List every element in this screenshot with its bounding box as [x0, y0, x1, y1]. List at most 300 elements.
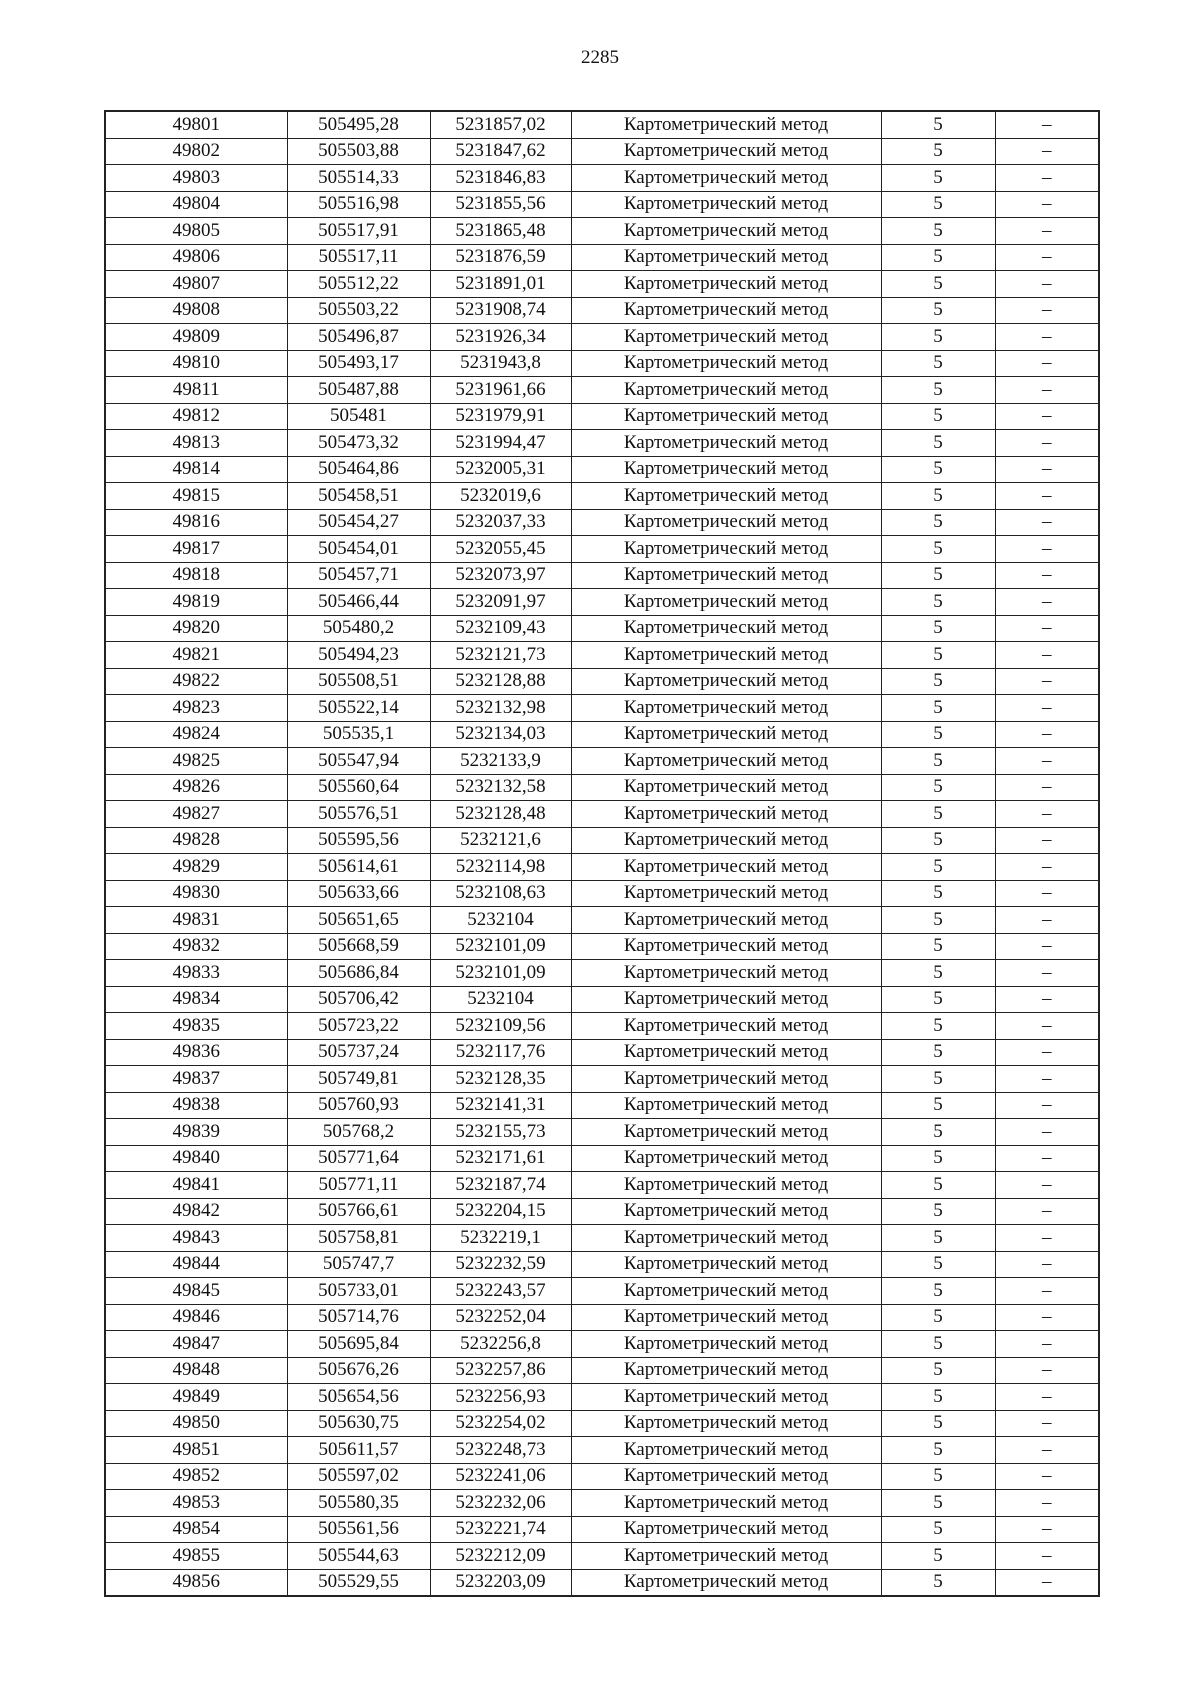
method-cell: Картометрический метод — [571, 350, 881, 377]
y-coordinate-cell: 5232141,31 — [430, 1092, 571, 1119]
table-row — [105, 1543, 1099, 1570]
x-coordinate-cell: 505495,28 — [287, 111, 430, 138]
accuracy-cell: 5 — [881, 509, 995, 536]
x-coordinate-cell: 505454,27 — [287, 509, 430, 536]
accuracy-cell: 5 — [881, 1357, 995, 1384]
table-row — [105, 1384, 1099, 1411]
point-number-cell: 49810 — [105, 350, 287, 377]
note-cell: – — [995, 1569, 1099, 1596]
x-coordinate-cell: 505508,51 — [287, 668, 430, 695]
method-cell: Картометрический метод — [571, 111, 881, 138]
table-row — [105, 1278, 1099, 1305]
accuracy-cell: 5 — [881, 1437, 995, 1464]
note-cell: – — [995, 430, 1099, 457]
point-number-cell: 49807 — [105, 271, 287, 298]
table-row — [105, 1039, 1099, 1066]
method-cell: Картометрический метод — [571, 191, 881, 218]
method-cell: Картометрический метод — [571, 721, 881, 748]
y-coordinate-cell: 5232037,33 — [430, 509, 571, 536]
note-cell: – — [995, 1357, 1099, 1384]
table-row — [105, 191, 1099, 218]
point-number-cell: 49836 — [105, 1039, 287, 1066]
y-coordinate-cell: 5232232,59 — [430, 1251, 571, 1278]
accuracy-cell: 5 — [881, 350, 995, 377]
method-cell: Картометрический метод — [571, 801, 881, 828]
x-coordinate-cell: 505560,64 — [287, 774, 430, 801]
y-coordinate-cell: 5232101,09 — [430, 933, 571, 960]
x-coordinate-cell: 505517,11 — [287, 244, 430, 271]
note-cell: – — [995, 695, 1099, 722]
y-coordinate-cell: 5232114,98 — [430, 854, 571, 881]
accuracy-cell: 5 — [881, 1278, 995, 1305]
point-number-cell: 49835 — [105, 1013, 287, 1040]
note-cell: – — [995, 1251, 1099, 1278]
method-cell: Картометрический метод — [571, 1516, 881, 1543]
method-cell: Картометрический метод — [571, 907, 881, 934]
method-cell: Картометрический метод — [571, 1225, 881, 1252]
accuracy-cell: 5 — [881, 218, 995, 245]
accuracy-cell: 5 — [881, 456, 995, 483]
note-cell: – — [995, 271, 1099, 298]
point-number-cell: 49834 — [105, 986, 287, 1013]
note-cell: – — [995, 1066, 1099, 1093]
accuracy-cell: 5 — [881, 111, 995, 138]
point-number-cell: 49853 — [105, 1490, 287, 1517]
point-number-cell: 49805 — [105, 218, 287, 245]
y-coordinate-cell: 5231876,59 — [430, 244, 571, 271]
x-coordinate-cell: 505760,93 — [287, 1092, 430, 1119]
table-row — [105, 403, 1099, 430]
y-coordinate-cell: 5231994,47 — [430, 430, 571, 457]
accuracy-cell: 5 — [881, 589, 995, 616]
y-coordinate-cell: 5232073,97 — [430, 562, 571, 589]
accuracy-cell: 5 — [881, 854, 995, 881]
accuracy-cell: 5 — [881, 695, 995, 722]
table-row — [105, 960, 1099, 987]
note-cell: – — [995, 615, 1099, 642]
method-cell: Картометрический метод — [571, 1331, 881, 1358]
y-coordinate-cell: 5232104 — [430, 986, 571, 1013]
method-cell: Картометрический метод — [571, 827, 881, 854]
x-coordinate-cell: 505611,57 — [287, 1437, 430, 1464]
table-row — [105, 854, 1099, 881]
table-row — [105, 695, 1099, 722]
y-coordinate-cell: 5231855,56 — [430, 191, 571, 218]
accuracy-cell: 5 — [881, 880, 995, 907]
method-cell: Картометрический метод — [571, 589, 881, 616]
point-number-cell: 49851 — [105, 1437, 287, 1464]
method-cell: Картометрический метод — [571, 138, 881, 165]
x-coordinate-cell: 505771,64 — [287, 1145, 430, 1172]
x-coordinate-cell: 505473,32 — [287, 430, 430, 457]
x-coordinate-cell: 505737,24 — [287, 1039, 430, 1066]
table-row — [105, 1066, 1099, 1093]
accuracy-cell: 5 — [881, 1251, 995, 1278]
note-cell: – — [995, 1172, 1099, 1199]
note-cell: – — [995, 1463, 1099, 1490]
note-cell: – — [995, 483, 1099, 510]
accuracy-cell: 5 — [881, 297, 995, 324]
note-cell: – — [995, 1225, 1099, 1252]
y-coordinate-cell: 5232121,6 — [430, 827, 571, 854]
method-cell: Картометрический метод — [571, 1013, 881, 1040]
point-number-cell: 49821 — [105, 642, 287, 669]
note-cell: – — [995, 933, 1099, 960]
point-number-cell: 49833 — [105, 960, 287, 987]
method-cell: Картометрический метод — [571, 536, 881, 563]
point-number-cell: 49844 — [105, 1251, 287, 1278]
accuracy-cell: 5 — [881, 1463, 995, 1490]
note-cell: – — [995, 244, 1099, 271]
x-coordinate-cell: 505695,84 — [287, 1331, 430, 1358]
note-cell: – — [995, 907, 1099, 934]
note-cell: – — [995, 1013, 1099, 1040]
method-cell: Картометрический метод — [571, 562, 881, 589]
point-number-cell: 49856 — [105, 1569, 287, 1596]
accuracy-cell: 5 — [881, 430, 995, 457]
note-cell: – — [995, 854, 1099, 881]
point-number-cell: 49849 — [105, 1384, 287, 1411]
y-coordinate-cell: 5231979,91 — [430, 403, 571, 430]
y-coordinate-cell: 5232019,6 — [430, 483, 571, 510]
table-row — [105, 111, 1099, 138]
method-cell: Картометрический метод — [571, 668, 881, 695]
x-coordinate-cell: 505503,88 — [287, 138, 430, 165]
x-coordinate-cell: 505651,65 — [287, 907, 430, 934]
accuracy-cell: 5 — [881, 907, 995, 934]
accuracy-cell: 5 — [881, 642, 995, 669]
table-row — [105, 483, 1099, 510]
note-cell: – — [995, 589, 1099, 616]
x-coordinate-cell: 505514,33 — [287, 165, 430, 192]
note-cell: – — [995, 1119, 1099, 1146]
method-cell: Картометрический метод — [571, 377, 881, 404]
accuracy-cell: 5 — [881, 827, 995, 854]
accuracy-cell: 5 — [881, 801, 995, 828]
x-coordinate-cell: 505480,2 — [287, 615, 430, 642]
point-number-cell: 49830 — [105, 880, 287, 907]
y-coordinate-cell: 5232241,06 — [430, 1463, 571, 1490]
accuracy-cell: 5 — [881, 1145, 995, 1172]
method-cell: Картометрический метод — [571, 271, 881, 298]
point-number-cell: 49806 — [105, 244, 287, 271]
method-cell: Картометрический метод — [571, 1490, 881, 1517]
table-row — [105, 456, 1099, 483]
table-row — [105, 244, 1099, 271]
accuracy-cell: 5 — [881, 165, 995, 192]
method-cell: Картометрический метод — [571, 1410, 881, 1437]
accuracy-cell: 5 — [881, 748, 995, 775]
x-coordinate-cell: 505517,91 — [287, 218, 430, 245]
x-coordinate-cell: 505676,26 — [287, 1357, 430, 1384]
x-coordinate-cell: 505630,75 — [287, 1410, 430, 1437]
y-coordinate-cell: 5231943,8 — [430, 350, 571, 377]
point-number-cell: 49841 — [105, 1172, 287, 1199]
x-coordinate-cell: 505686,84 — [287, 960, 430, 987]
coordinates-table — [104, 110, 1100, 1597]
method-cell: Картометрический метод — [571, 748, 881, 775]
point-number-cell: 49818 — [105, 562, 287, 589]
x-coordinate-cell: 505747,7 — [287, 1251, 430, 1278]
accuracy-cell: 5 — [881, 1543, 995, 1570]
y-coordinate-cell: 5232128,88 — [430, 668, 571, 695]
note-cell: – — [995, 880, 1099, 907]
x-coordinate-cell: 505758,81 — [287, 1225, 430, 1252]
y-coordinate-cell: 5232248,73 — [430, 1437, 571, 1464]
table-row — [105, 1013, 1099, 1040]
point-number-cell: 49827 — [105, 801, 287, 828]
method-cell: Картометрический метод — [571, 986, 881, 1013]
table-row — [105, 324, 1099, 351]
note-cell: – — [995, 960, 1099, 987]
point-number-cell: 49817 — [105, 536, 287, 563]
point-number-cell: 49815 — [105, 483, 287, 510]
method-cell: Картометрический метод — [571, 1251, 881, 1278]
table-row — [105, 1437, 1099, 1464]
y-coordinate-cell: 5232134,03 — [430, 721, 571, 748]
y-coordinate-cell: 5232257,86 — [430, 1357, 571, 1384]
table-row — [105, 668, 1099, 695]
x-coordinate-cell: 505457,71 — [287, 562, 430, 589]
method-cell: Картометрический метод — [571, 1119, 881, 1146]
x-coordinate-cell: 505512,22 — [287, 271, 430, 298]
point-number-cell: 49840 — [105, 1145, 287, 1172]
table-row — [105, 1304, 1099, 1331]
point-number-cell: 49813 — [105, 430, 287, 457]
point-number-cell: 49825 — [105, 748, 287, 775]
accuracy-cell: 5 — [881, 403, 995, 430]
y-coordinate-cell: 5232108,63 — [430, 880, 571, 907]
table-row — [105, 1198, 1099, 1225]
table-row — [105, 827, 1099, 854]
note-cell: – — [995, 324, 1099, 351]
note-cell: – — [995, 801, 1099, 828]
y-coordinate-cell: 5232055,45 — [430, 536, 571, 563]
table-row — [105, 297, 1099, 324]
table-row — [105, 1119, 1099, 1146]
note-cell: – — [995, 774, 1099, 801]
note-cell: – — [995, 1384, 1099, 1411]
x-coordinate-cell: 505580,35 — [287, 1490, 430, 1517]
y-coordinate-cell: 5231908,74 — [430, 297, 571, 324]
x-coordinate-cell: 505454,01 — [287, 536, 430, 563]
table-row — [105, 1225, 1099, 1252]
accuracy-cell: 5 — [881, 986, 995, 1013]
note-cell: – — [995, 191, 1099, 218]
method-cell: Картометрический метод — [571, 1463, 881, 1490]
method-cell: Картометрический метод — [571, 695, 881, 722]
note-cell: – — [995, 403, 1099, 430]
accuracy-cell: 5 — [881, 1384, 995, 1411]
point-number-cell: 49831 — [105, 907, 287, 934]
table-row — [105, 589, 1099, 616]
y-coordinate-cell: 5232171,61 — [430, 1145, 571, 1172]
x-coordinate-cell: 505481 — [287, 403, 430, 430]
accuracy-cell: 5 — [881, 960, 995, 987]
note-cell: – — [995, 377, 1099, 404]
table-row — [105, 801, 1099, 828]
point-number-cell: 49812 — [105, 403, 287, 430]
accuracy-cell: 5 — [881, 1516, 995, 1543]
point-number-cell: 49845 — [105, 1278, 287, 1305]
note-cell: – — [995, 218, 1099, 245]
y-coordinate-cell: 5231865,48 — [430, 218, 571, 245]
method-cell: Картометрический метод — [571, 165, 881, 192]
point-number-cell: 49838 — [105, 1092, 287, 1119]
page-number: 2285 — [581, 47, 619, 68]
x-coordinate-cell: 505503,22 — [287, 297, 430, 324]
table-row — [105, 721, 1099, 748]
table-row — [105, 615, 1099, 642]
method-cell: Картометрический метод — [571, 297, 881, 324]
x-coordinate-cell: 505766,61 — [287, 1198, 430, 1225]
y-coordinate-cell: 5232109,56 — [430, 1013, 571, 1040]
table-row — [105, 748, 1099, 775]
x-coordinate-cell: 505723,22 — [287, 1013, 430, 1040]
method-cell: Картометрический метод — [571, 456, 881, 483]
x-coordinate-cell: 505561,56 — [287, 1516, 430, 1543]
note-cell: – — [995, 1198, 1099, 1225]
table-row — [105, 165, 1099, 192]
point-number-cell: 49843 — [105, 1225, 287, 1252]
y-coordinate-cell: 5231847,62 — [430, 138, 571, 165]
x-coordinate-cell: 505494,23 — [287, 642, 430, 669]
x-coordinate-cell: 505458,51 — [287, 483, 430, 510]
accuracy-cell: 5 — [881, 1092, 995, 1119]
accuracy-cell: 5 — [881, 1410, 995, 1437]
note-cell: – — [995, 1039, 1099, 1066]
accuracy-cell: 5 — [881, 1039, 995, 1066]
accuracy-cell: 5 — [881, 536, 995, 563]
method-cell: Картометрический метод — [571, 1145, 881, 1172]
table-row — [105, 1516, 1099, 1543]
method-cell: Картометрический метод — [571, 509, 881, 536]
point-number-cell: 49829 — [105, 854, 287, 881]
method-cell: Картометрический метод — [571, 324, 881, 351]
method-cell: Картометрический метод — [571, 1543, 881, 1570]
x-coordinate-cell: 505544,63 — [287, 1543, 430, 1570]
note-cell: – — [995, 165, 1099, 192]
note-cell: – — [995, 1543, 1099, 1570]
point-number-cell: 49823 — [105, 695, 287, 722]
accuracy-cell: 5 — [881, 138, 995, 165]
y-coordinate-cell: 5231891,01 — [430, 271, 571, 298]
point-number-cell: 49804 — [105, 191, 287, 218]
point-number-cell: 49808 — [105, 297, 287, 324]
y-coordinate-cell: 5231926,34 — [430, 324, 571, 351]
x-coordinate-cell: 505749,81 — [287, 1066, 430, 1093]
table-row — [105, 430, 1099, 457]
point-number-cell: 49837 — [105, 1066, 287, 1093]
point-number-cell: 49848 — [105, 1357, 287, 1384]
method-cell: Картометрический метод — [571, 1357, 881, 1384]
table-row — [105, 1251, 1099, 1278]
note-cell: – — [995, 138, 1099, 165]
point-number-cell: 49801 — [105, 111, 287, 138]
note-cell: – — [995, 1331, 1099, 1358]
method-cell: Картометрический метод — [571, 218, 881, 245]
point-number-cell: 49816 — [105, 509, 287, 536]
y-coordinate-cell: 5232252,04 — [430, 1304, 571, 1331]
point-number-cell: 49819 — [105, 589, 287, 616]
x-coordinate-cell: 505535,1 — [287, 721, 430, 748]
accuracy-cell: 5 — [881, 1198, 995, 1225]
point-number-cell: 49811 — [105, 377, 287, 404]
point-number-cell: 49852 — [105, 1463, 287, 1490]
y-coordinate-cell: 5232133,9 — [430, 748, 571, 775]
y-coordinate-cell: 5232221,74 — [430, 1516, 571, 1543]
x-coordinate-cell: 505516,98 — [287, 191, 430, 218]
x-coordinate-cell: 505668,59 — [287, 933, 430, 960]
point-number-cell: 49855 — [105, 1543, 287, 1570]
table-row — [105, 562, 1099, 589]
note-cell: – — [995, 1145, 1099, 1172]
note-cell: – — [995, 642, 1099, 669]
note-cell: – — [995, 668, 1099, 695]
table-row — [105, 774, 1099, 801]
note-cell: – — [995, 562, 1099, 589]
note-cell: – — [995, 1278, 1099, 1305]
method-cell: Картометрический метод — [571, 1384, 881, 1411]
point-number-cell: 49803 — [105, 165, 287, 192]
y-coordinate-cell: 5232155,73 — [430, 1119, 571, 1146]
point-number-cell: 49826 — [105, 774, 287, 801]
point-number-cell: 49847 — [105, 1331, 287, 1358]
y-coordinate-cell: 5232109,43 — [430, 615, 571, 642]
y-coordinate-cell: 5232121,73 — [430, 642, 571, 669]
point-number-cell: 49822 — [105, 668, 287, 695]
accuracy-cell: 5 — [881, 377, 995, 404]
note-cell: – — [995, 456, 1099, 483]
method-cell: Картометрический метод — [571, 1437, 881, 1464]
note-cell: – — [995, 748, 1099, 775]
accuracy-cell: 5 — [881, 483, 995, 510]
accuracy-cell: 5 — [881, 244, 995, 271]
accuracy-cell: 5 — [881, 1304, 995, 1331]
x-coordinate-cell: 505706,42 — [287, 986, 430, 1013]
method-cell: Картометрический метод — [571, 1304, 881, 1331]
y-coordinate-cell: 5232212,09 — [430, 1543, 571, 1570]
y-coordinate-cell: 5231846,83 — [430, 165, 571, 192]
y-coordinate-cell: 5231857,02 — [430, 111, 571, 138]
accuracy-cell: 5 — [881, 271, 995, 298]
y-coordinate-cell: 5232128,48 — [430, 801, 571, 828]
table-row — [105, 509, 1099, 536]
accuracy-cell: 5 — [881, 933, 995, 960]
method-cell: Картометрический метод — [571, 960, 881, 987]
y-coordinate-cell: 5232232,06 — [430, 1490, 571, 1517]
point-number-cell: 49846 — [105, 1304, 287, 1331]
note-cell: – — [995, 1092, 1099, 1119]
method-cell: Картометрический метод — [571, 1092, 881, 1119]
x-coordinate-cell: 505522,14 — [287, 695, 430, 722]
table-row — [105, 218, 1099, 245]
method-cell: Картометрический метод — [571, 1066, 881, 1093]
y-coordinate-cell: 5232204,15 — [430, 1198, 571, 1225]
x-coordinate-cell: 505733,01 — [287, 1278, 430, 1305]
x-coordinate-cell: 505493,17 — [287, 350, 430, 377]
coordinates-table-body — [105, 111, 1099, 1596]
table-row — [105, 138, 1099, 165]
accuracy-cell: 5 — [881, 1119, 995, 1146]
table-row — [105, 1463, 1099, 1490]
table-row — [105, 1092, 1099, 1119]
accuracy-cell: 5 — [881, 562, 995, 589]
point-number-cell: 49828 — [105, 827, 287, 854]
y-coordinate-cell: 5232132,58 — [430, 774, 571, 801]
note-cell: – — [995, 509, 1099, 536]
method-cell: Картометрический метод — [571, 1569, 881, 1596]
